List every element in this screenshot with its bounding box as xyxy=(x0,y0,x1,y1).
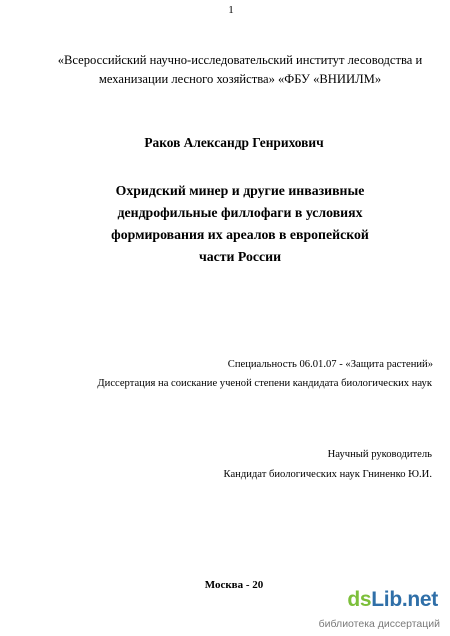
dissertation-title xyxy=(60,180,420,268)
degree-line: Диссертация на соискание ученой степени кандидата биологических наук xyxy=(97,378,432,389)
title-line-1: Охридский минер и другие инвазивные xyxy=(115,183,365,198)
institute-name xyxy=(40,51,440,89)
institute-line-1: «Всероссийский научно-исследовательский институт лесоводства и xyxy=(57,53,423,67)
city-year: Москва - 20 xyxy=(204,579,264,591)
author-name: Раков Александр Генрихович xyxy=(144,135,324,150)
page-number: 1 xyxy=(228,4,234,16)
supervisor-role: Научный руководитель xyxy=(327,449,432,460)
logo-net: .net xyxy=(401,588,438,611)
logo-ds: ds xyxy=(347,588,372,611)
dslib-logo xyxy=(347,588,438,612)
specialty-line: Специальность 06.01.07 - «Защита растений» xyxy=(227,359,433,370)
dslib-watermark[interactable] xyxy=(318,588,442,630)
supervisor-name: Кандидат биологических наук Гниненко Ю.И. xyxy=(223,469,432,480)
logo-lib: Lib xyxy=(371,588,402,611)
watermark-tagline: библиотека диссертаций xyxy=(318,618,440,630)
title-line-4: части России xyxy=(198,249,282,264)
title-line-3: формирования их ареалов в европейской xyxy=(111,227,369,242)
institute-line-2: механизации лесного хозяйства» «ФБУ «ВНИИЛМ» xyxy=(98,72,382,86)
title-line-2: дендрофильные филлофаги в условиях xyxy=(117,205,363,220)
